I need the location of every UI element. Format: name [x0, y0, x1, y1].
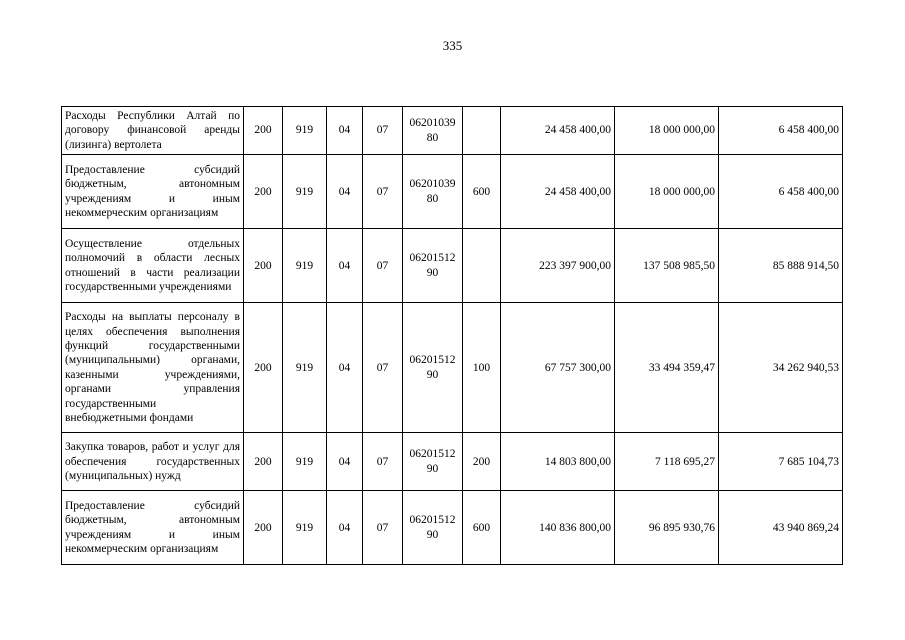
ministry-code: 919: [283, 107, 327, 155]
section-code: 04: [327, 107, 363, 155]
ministry-code: 919: [283, 229, 327, 303]
target-article-code: [403, 433, 463, 491]
subsection-code: 07: [363, 229, 403, 303]
table-row: [62, 491, 843, 565]
target-article-text: 0620103980: [409, 117, 456, 144]
executed-amount: 96 895 930,76: [615, 491, 719, 565]
target-article-text: 0620151290: [409, 514, 456, 541]
row-description: Расходы на выплаты персоналу в целях обеспечения выполнения функций государственными (муниципальными) органами, казенными учреждениями, органами управления государственными внебюджетными фондами: [62, 303, 244, 433]
section-code: 04: [327, 229, 363, 303]
expense-type-code: 600: [463, 155, 501, 229]
expense-type-code: 200: [463, 433, 501, 491]
admin-code: 200: [244, 107, 283, 155]
remainder-amount: 43 940 869,24: [719, 491, 843, 565]
target-article-text: 0620151290: [409, 252, 456, 279]
table-row: [62, 229, 843, 303]
planned-amount: 24 458 400,00: [501, 155, 615, 229]
table-row: [62, 303, 843, 433]
expense-type-code: 600: [463, 491, 501, 565]
target-article-code: [403, 303, 463, 433]
admin-code: 200: [244, 229, 283, 303]
budget-table: [61, 106, 843, 565]
target-article-text: 0620151290: [409, 448, 456, 475]
target-article-code: [403, 229, 463, 303]
planned-amount: 140 836 800,00: [501, 491, 615, 565]
row-description: Предоставление субсидий бюджетным, автономным учреждениям и иным некоммерческим организациям: [62, 491, 244, 565]
row-description: Предоставление субсидий бюджетным, автономным учреждениям и иным некоммерческим организациям: [62, 155, 244, 229]
table-row: [62, 433, 843, 491]
planned-amount: 67 757 300,00: [501, 303, 615, 433]
target-article-code: [403, 491, 463, 565]
row-description: Расходы Республики Алтай по договору финансовой аренды (лизинга) вертолета: [62, 107, 244, 155]
remainder-amount: 6 458 400,00: [719, 107, 843, 155]
remainder-amount: 85 888 914,50: [719, 229, 843, 303]
subsection-code: 07: [363, 155, 403, 229]
subsection-code: 07: [363, 303, 403, 433]
section-code: 04: [327, 433, 363, 491]
executed-amount: 7 118 695,27: [615, 433, 719, 491]
section-code: 04: [327, 303, 363, 433]
admin-code: 200: [244, 303, 283, 433]
planned-amount: 223 397 900,00: [501, 229, 615, 303]
executed-amount: 18 000 000,00: [615, 155, 719, 229]
table-body: [62, 107, 843, 565]
row-description: Закупка товаров, работ и услуг для обеспечения государственных (муниципальных) нужд: [62, 433, 244, 491]
expense-type-code: [463, 229, 501, 303]
row-description: Осуществление отдельных полномочий в области лесных отношений в части реализации государственными учреждениями: [62, 229, 244, 303]
executed-amount: 137 508 985,50: [615, 229, 719, 303]
admin-code: 200: [244, 491, 283, 565]
section-code: 04: [327, 155, 363, 229]
admin-code: 200: [244, 155, 283, 229]
remainder-amount: 6 458 400,00: [719, 155, 843, 229]
expense-type-code: 100: [463, 303, 501, 433]
target-article-text: 0620103980: [409, 178, 456, 205]
ministry-code: 919: [283, 303, 327, 433]
admin-code: 200: [244, 433, 283, 491]
ministry-code: 919: [283, 433, 327, 491]
subsection-code: 07: [363, 107, 403, 155]
remainder-amount: 34 262 940,53: [719, 303, 843, 433]
target-article-text: 0620151290: [409, 354, 456, 381]
expense-type-code: [463, 107, 501, 155]
target-article-code: [403, 107, 463, 155]
page-number: 335: [442, 38, 463, 53]
planned-amount: 24 458 400,00: [501, 107, 615, 155]
ministry-code: 919: [283, 155, 327, 229]
target-article-code: [403, 155, 463, 229]
ministry-code: 919: [283, 491, 327, 565]
executed-amount: 18 000 000,00: [615, 107, 719, 155]
executed-amount: 33 494 359,47: [615, 303, 719, 433]
remainder-amount: 7 685 104,73: [719, 433, 843, 491]
subsection-code: 07: [363, 491, 403, 565]
table-row: [62, 107, 843, 155]
planned-amount: 14 803 800,00: [501, 433, 615, 491]
section-code: 04: [327, 491, 363, 565]
table-row: [62, 155, 843, 229]
subsection-code: 07: [363, 433, 403, 491]
